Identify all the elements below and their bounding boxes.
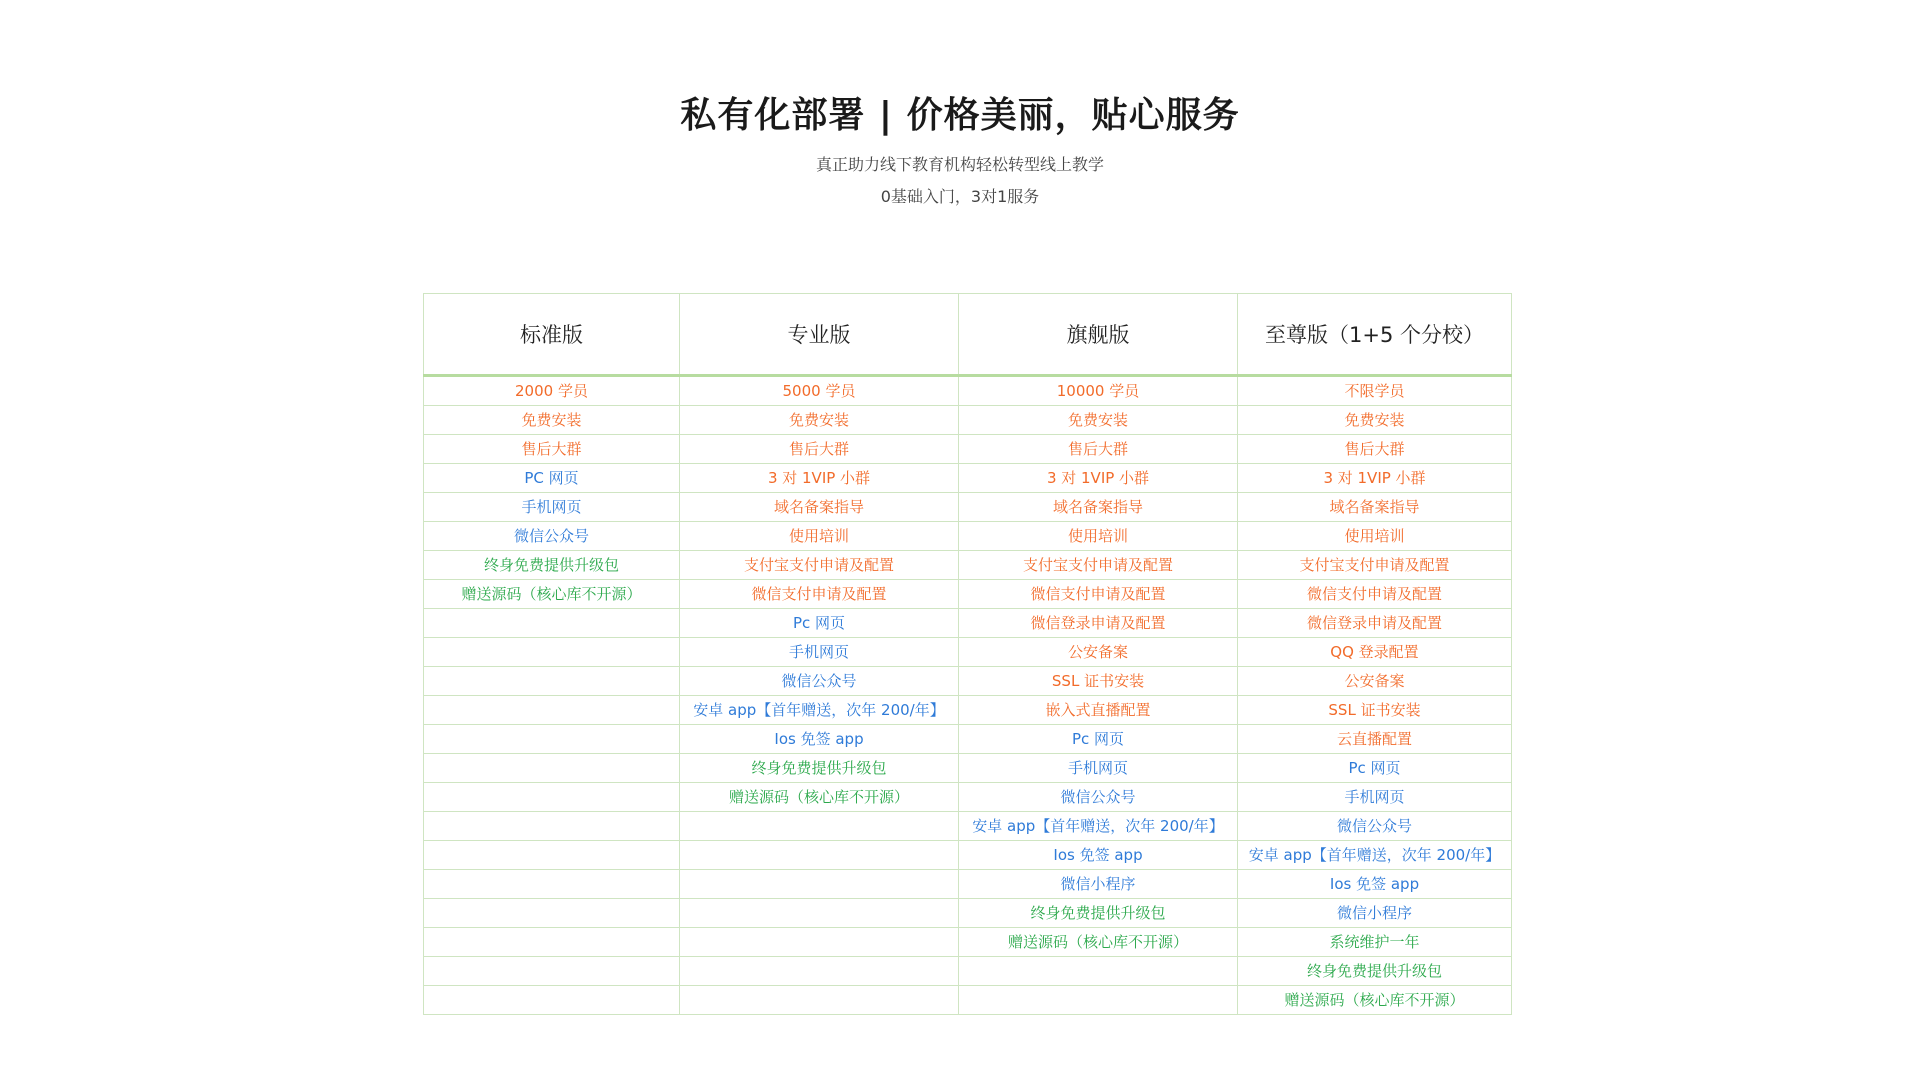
- table-row: [424, 957, 1512, 986]
- feature-cell-professional: Pc 网页: [680, 609, 959, 638]
- feature-cell-flagship: SSL 证书安装: [959, 667, 1238, 696]
- feature-cell-supreme: 支付宝支付申请及配置: [1238, 551, 1512, 580]
- feature-cell-professional: 3 对 1VIP 小群: [680, 464, 959, 493]
- feature-cell-professional: [680, 899, 959, 928]
- table-row: [424, 522, 1512, 551]
- feature-cell-professional: 使用培训: [680, 522, 959, 551]
- pricing-body: [424, 376, 1512, 1015]
- feature-cell-standard: [424, 899, 680, 928]
- feature-cell-supreme: 云直播配置: [1238, 725, 1512, 754]
- feature-cell-professional: 终身免费提供升级包: [680, 754, 959, 783]
- feature-cell-flagship: 免费安装: [959, 406, 1238, 435]
- feature-cell-supreme: 使用培训: [1238, 522, 1512, 551]
- feature-cell-professional: [680, 812, 959, 841]
- feature-cell-supreme: 微信登录申请及配置: [1238, 609, 1512, 638]
- feature-cell-standard: 售后大群: [424, 435, 680, 464]
- feature-cell-flagship: 支付宝支付申请及配置: [959, 551, 1238, 580]
- feature-cell-flagship: 手机网页: [959, 754, 1238, 783]
- feature-cell-professional: [680, 870, 959, 899]
- table-row: [424, 783, 1512, 812]
- feature-cell-supreme: 安卓 app【首年赠送，次年 200/年】: [1238, 841, 1512, 870]
- table-row: [424, 406, 1512, 435]
- feature-cell-flagship: 微信小程序: [959, 870, 1238, 899]
- table-row: [424, 493, 1512, 522]
- feature-cell-supreme: 微信支付申请及配置: [1238, 580, 1512, 609]
- feature-cell-professional: 支付宝支付申请及配置: [680, 551, 959, 580]
- feature-cell-standard: 赠送源码（核心库不开源）: [424, 580, 680, 609]
- table-row: [424, 754, 1512, 783]
- feature-cell-supreme: 终身免费提供升级包: [1238, 957, 1512, 986]
- table-row: [424, 870, 1512, 899]
- plan-header-standard: 标准版: [424, 294, 680, 376]
- feature-cell-standard: [424, 754, 680, 783]
- feature-cell-flagship: 3 对 1VIP 小群: [959, 464, 1238, 493]
- feature-cell-flagship: 嵌入式直播配置: [959, 696, 1238, 725]
- feature-cell-supreme: 3 对 1VIP 小群: [1238, 464, 1512, 493]
- table-row: [424, 638, 1512, 667]
- feature-cell-standard: [424, 812, 680, 841]
- feature-cell-supreme: 公安备案: [1238, 667, 1512, 696]
- feature-cell-standard: [424, 986, 680, 1015]
- feature-cell-flagship: 公安备案: [959, 638, 1238, 667]
- feature-cell-supreme: 赠送源码（核心库不开源）: [1238, 986, 1512, 1015]
- feature-cell-supreme: 售后大群: [1238, 435, 1512, 464]
- feature-cell-supreme: 免费安装: [1238, 406, 1512, 435]
- table-row: [424, 812, 1512, 841]
- page-title: 私有化部署 | 价格美丽，贴心服务: [680, 95, 1240, 136]
- feature-cell-standard: [424, 928, 680, 957]
- feature-cell-flagship: 域名备案指导: [959, 493, 1238, 522]
- feature-cell-standard: [424, 957, 680, 986]
- feature-cell-standard: [424, 783, 680, 812]
- feature-cell-flagship: 售后大群: [959, 435, 1238, 464]
- pricing-header-row: [424, 294, 1512, 376]
- feature-cell-professional: 手机网页: [680, 638, 959, 667]
- feature-cell-supreme: 微信公众号: [1238, 812, 1512, 841]
- feature-cell-professional: 售后大群: [680, 435, 959, 464]
- feature-cell-standard: PC 网页: [424, 464, 680, 493]
- feature-cell-flagship: 微信登录申请及配置: [959, 609, 1238, 638]
- table-row: [424, 841, 1512, 870]
- feature-cell-supreme: 微信小程序: [1238, 899, 1512, 928]
- feature-cell-flagship: Ios 免签 app: [959, 841, 1238, 870]
- feature-cell-professional: [680, 841, 959, 870]
- feature-cell-flagship: 安卓 app【首年赠送，次年 200/年】: [959, 812, 1238, 841]
- table-row: [424, 551, 1512, 580]
- plan-header-professional: 专业版: [680, 294, 959, 376]
- table-row: [424, 376, 1512, 406]
- feature-cell-supreme: 系统维护一年: [1238, 928, 1512, 957]
- feature-cell-flagship: 微信公众号: [959, 783, 1238, 812]
- subtitle-line-2: 0基础入门，3对1服务: [880, 187, 1040, 206]
- feature-cell-standard: [424, 696, 680, 725]
- feature-cell-professional: Ios 免签 app: [680, 725, 959, 754]
- feature-cell-flagship: 10000 学员: [959, 376, 1238, 406]
- plan-header-supreme: 至尊版（1+5 个分校）: [1238, 294, 1512, 376]
- feature-cell-flagship: 赠送源码（核心库不开源）: [959, 928, 1238, 957]
- feature-cell-flagship: 使用培训: [959, 522, 1238, 551]
- table-row: [424, 928, 1512, 957]
- feature-cell-flagship: Pc 网页: [959, 725, 1238, 754]
- table-row: [424, 899, 1512, 928]
- table-row: [424, 464, 1512, 493]
- feature-cell-standard: [424, 609, 680, 638]
- plan-header-flagship: 旗舰版: [959, 294, 1238, 376]
- feature-cell-flagship: [959, 957, 1238, 986]
- table-row: [424, 986, 1512, 1015]
- feature-cell-flagship: 终身免费提供升级包: [959, 899, 1238, 928]
- table-row: [424, 667, 1512, 696]
- feature-cell-standard: [424, 841, 680, 870]
- feature-cell-professional: 赠送源码（核心库不开源）: [680, 783, 959, 812]
- feature-cell-standard: [424, 870, 680, 899]
- feature-cell-standard: [424, 725, 680, 754]
- table-row: [424, 609, 1512, 638]
- feature-cell-professional: [680, 957, 959, 986]
- feature-cell-supreme: Ios 免签 app: [1238, 870, 1512, 899]
- feature-cell-professional: 5000 学员: [680, 376, 959, 406]
- table-row: [424, 435, 1512, 464]
- feature-cell-supreme: 不限学员: [1238, 376, 1512, 406]
- feature-cell-professional: 免费安装: [680, 406, 959, 435]
- table-row: [424, 696, 1512, 725]
- feature-cell-professional: [680, 928, 959, 957]
- feature-cell-flagship: 微信支付申请及配置: [959, 580, 1238, 609]
- feature-cell-professional: 微信公众号: [680, 667, 959, 696]
- feature-cell-standard: 手机网页: [424, 493, 680, 522]
- feature-cell-professional: [680, 986, 959, 1015]
- feature-cell-professional: 微信支付申请及配置: [680, 580, 959, 609]
- subtitle-line-1: 真正助力线下教育机构轻松转型线上教学: [815, 155, 1104, 174]
- pricing-table: [423, 293, 1512, 1015]
- feature-cell-standard: 终身免费提供升级包: [424, 551, 680, 580]
- feature-cell-standard: [424, 638, 680, 667]
- feature-cell-supreme: 域名备案指导: [1238, 493, 1512, 522]
- feature-cell-supreme: QQ 登录配置: [1238, 638, 1512, 667]
- feature-cell-professional: 安卓 app【首年赠送，次年 200/年】: [680, 696, 959, 725]
- feature-cell-supreme: Pc 网页: [1238, 754, 1512, 783]
- feature-cell-standard: 微信公众号: [424, 522, 680, 551]
- feature-cell-flagship: [959, 986, 1238, 1015]
- table-row: [424, 580, 1512, 609]
- feature-cell-standard: [424, 667, 680, 696]
- feature-cell-supreme: 手机网页: [1238, 783, 1512, 812]
- table-row: [424, 725, 1512, 754]
- feature-cell-standard: 免费安装: [424, 406, 680, 435]
- feature-cell-professional: 域名备案指导: [680, 493, 959, 522]
- feature-cell-standard: 2000 学员: [424, 376, 680, 406]
- feature-cell-supreme: SSL 证书安装: [1238, 696, 1512, 725]
